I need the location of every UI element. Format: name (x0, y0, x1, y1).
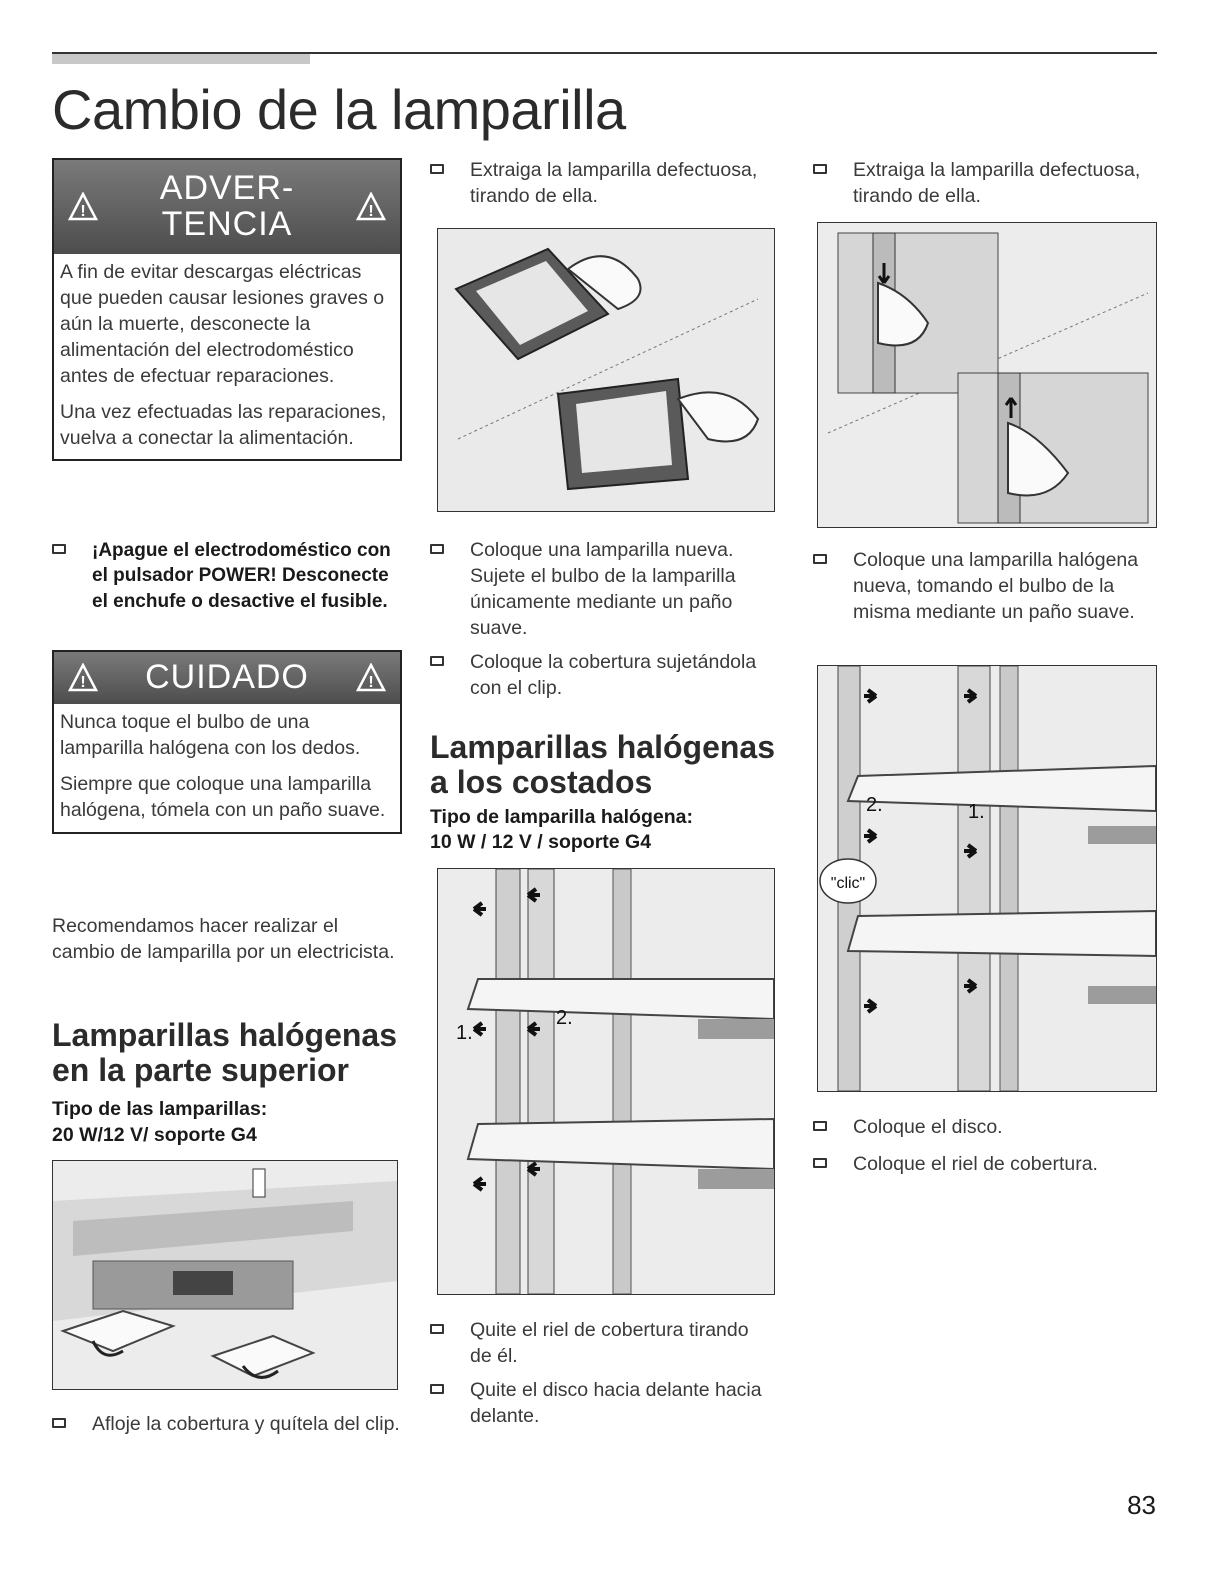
checkbox-bullet-icon (813, 164, 827, 174)
figure-side-rail-remove (437, 868, 775, 1295)
caution-heading-text: CUIDADO (145, 658, 309, 697)
warning-box (52, 158, 402, 461)
checkbox-bullet-icon (430, 1324, 444, 1334)
checkbox-bullet-icon (52, 544, 66, 554)
warning-triangle-icon (356, 192, 386, 222)
step-text: Coloque una lamparilla nueva. Sujete el bulbo de la lamparilla únicamente mediante un paño suave. (470, 539, 736, 639)
power-off-step (52, 538, 402, 614)
svg-text:!: ! (368, 674, 374, 691)
side-lamps-step (430, 1318, 775, 1370)
col2-step-cover (430, 650, 775, 702)
checkbox-bullet-icon (430, 164, 444, 174)
recommendation-text: Recomendamos hacer realizar el cambio de lamparilla por un electricista. (52, 915, 395, 963)
col2-step-new-lamp (430, 538, 775, 642)
figure-label: 2. (866, 794, 883, 816)
top-lamps-step (52, 1412, 402, 1438)
figure-label: 2. (556, 1007, 573, 1029)
caution-text: Nunca toque el bulbo de una lamparilla halógena con los dedos. (60, 711, 361, 759)
step-text: Extraiga la lamparilla defectuosa, tirando de ella. (853, 159, 1141, 207)
col2-step-extract (430, 158, 775, 210)
checkbox-bullet-icon (813, 1121, 827, 1131)
top-lamps-type-value: 20 W/12 V/ soporte G4 (52, 1124, 257, 1146)
section-heading-top-lamps: Lamparillas halógenas en la parte superior (52, 1017, 398, 1088)
warning-text: A fin de evitar descargas eléctricas que pueden causar lesiones graves o aún la muerte, desconecte la alimentación del electrodoméstico antes de efectuar reparaciones. (60, 261, 385, 387)
page-title: Cambio de la lamparilla (52, 78, 626, 141)
header-rule (52, 52, 1157, 54)
svg-text:!: ! (368, 203, 374, 220)
col3-step-new-lamp (813, 548, 1158, 626)
checkbox-bullet-icon (813, 554, 827, 564)
warning-text: Una vez efectuadas las reparaciones, vuelva a conectar la alimentación. (60, 400, 387, 449)
figure-ceiling-light-panel (52, 1160, 398, 1390)
warning-triangle-icon (356, 663, 386, 693)
warning-heading-line2: TENCIA (161, 205, 293, 243)
figure-top-lamp-replace (437, 228, 775, 512)
step-text: Quite el disco hacia delante hacia delante. (470, 1379, 762, 1427)
warning-heading (54, 160, 400, 254)
checkbox-bullet-icon (430, 656, 444, 666)
step-text: Quite el riel de cobertura tirando de él. (470, 1319, 749, 1367)
checkbox-bullet-icon (430, 544, 444, 554)
page-number: 83 (1127, 1490, 1156, 1520)
side-lamps-step (430, 1378, 775, 1430)
step-text: Afloje la cobertura y quítela del clip. (92, 1413, 400, 1435)
figure-side-rail-install (817, 665, 1157, 1092)
svg-text:!: ! (80, 203, 86, 220)
figure-label: 1. (456, 1022, 473, 1044)
figure-label: 1. (968, 801, 985, 823)
warning-triangle-icon (68, 192, 98, 222)
svg-text:!: ! (80, 674, 86, 691)
col3-step-extract (813, 158, 1158, 210)
step-text: ¡Apague el electrodoméstico con el pulsador POWER! Desconecte el enchufe o desactive el fusible. (92, 540, 391, 612)
col3-step-rail (813, 1152, 1158, 1178)
warning-triangle-icon (68, 663, 98, 693)
col3-step-disc (813, 1115, 1158, 1141)
caution-body (54, 704, 400, 832)
checkbox-bullet-icon (813, 1158, 827, 1168)
checkbox-bullet-icon (52, 1418, 66, 1428)
caution-box (52, 650, 402, 834)
section-heading-side-lamps: Lamparillas halógenas a los costados (430, 729, 776, 800)
step-text: Coloque el disco. (853, 1116, 1003, 1138)
step-text: Coloque el riel de cobertura. (853, 1153, 1098, 1175)
step-text: Coloque una lamparilla halógena nueva, tomando el bulbo de la misma mediante un paño suave. (853, 549, 1139, 623)
warning-body (54, 254, 400, 459)
side-lamps-type-value: 10 W / 12 V / soporte G4 (430, 831, 652, 853)
warning-heading-line1: ADVER- (159, 169, 295, 208)
figure-side-lamp-replace (817, 222, 1157, 528)
caution-text: Siempre que coloque una lamparilla halógena, tómela con un paño suave. (60, 772, 386, 821)
step-text: Coloque la cobertura sujetándola con el clip. (470, 651, 757, 699)
caution-heading (54, 652, 400, 704)
top-lamps-type-label: Tipo de las lamparillas: (52, 1098, 268, 1120)
side-lamps-type-label: Tipo de lamparilla halógena: (430, 806, 693, 828)
figure-label: "clic" (830, 875, 866, 892)
checkbox-bullet-icon (430, 1384, 444, 1394)
step-text: Extraiga la lamparilla defectuosa, tirando de ella. (470, 159, 758, 207)
